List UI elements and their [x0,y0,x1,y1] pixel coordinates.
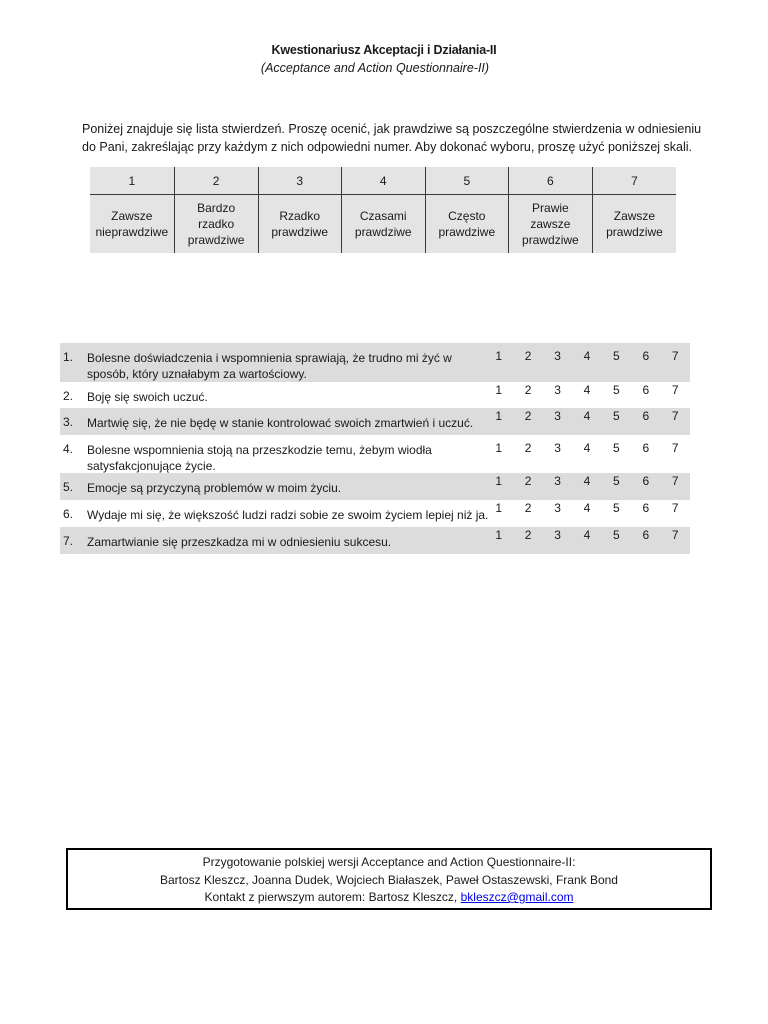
scale-label-line: prawdziwe [438,225,496,239]
answer-option[interactable]: 5 [613,409,620,423]
question-number: 1. [63,350,74,364]
answer-option[interactable]: 4 [583,441,591,455]
question-text-line: Martwię się, że nie będę w stanie kontrolować swoich zmartwień i uczuć. [87,416,474,430]
scale-number: 1 [90,167,174,195]
answer-option[interactable]: 4 [583,383,591,397]
scale-label-line: prawdziwe [522,233,579,247]
answer-option[interactable]: 6 [642,349,650,363]
answer-option[interactable]: 4 [583,501,591,515]
answer-option[interactable]: 3 [554,349,561,363]
answer-option[interactable]: 1 [495,528,503,542]
credits-box [66,848,712,910]
answer-option[interactable]: 5 [613,383,620,397]
question-text-line: Bolesne wspomnienia stoją na przeszkodzie temu, żebym wiodła [87,443,432,457]
answer-options [484,349,690,363]
answer-option[interactable]: 6 [642,474,650,488]
questionnaire-items [60,343,690,554]
answer-option[interactable]: 5 [613,349,620,363]
answer-option[interactable]: 4 [583,409,591,423]
answer-option[interactable]: 3 [554,383,561,397]
answer-option[interactable]: 6 [642,528,650,542]
answer-option[interactable]: 7 [671,383,679,397]
answer-option[interactable]: 1 [495,441,503,455]
scale-label-line: Zawsze [613,209,656,223]
answer-option[interactable]: 5 [613,501,620,515]
scale-label-line: Często [448,209,486,223]
contact-label: Kontakt z pierwszym autorem: Bartosz Kleszcz, [204,890,461,904]
scale-label-line: Zawsze [111,209,153,223]
scale-label-line: prawdziwe [271,225,329,239]
answer-option[interactable]: 6 [642,441,650,455]
answer-options [484,528,690,542]
scale-number: 6 [508,167,592,195]
question-row [60,527,690,554]
question-text [87,480,487,496]
answer-option[interactable]: 1 [495,501,503,515]
credits-authors: Bartosz Kleszcz, Joanna Dudek, Wojciech Białaszek, Paweł Ostaszewski, Frank Bond [160,872,618,887]
scale-label-line: Rzadko [279,209,321,223]
scale-numbers-row [90,167,676,195]
question-text [87,507,507,523]
scale-label-6 [508,195,592,254]
question-number: 4. [63,442,74,456]
question-text-line: Zamartwianie się przeszkadza mi w odniesieniu sukcesu. [87,535,392,549]
answer-option[interactable]: 1 [495,349,503,363]
scale-label-2 [174,195,258,254]
question-text-line: Wydaje mi się, że większość ludzi radzi sobie ze swoim życiem lepiej niż ja. [87,508,489,522]
scale-label-line: Bardzo [197,201,236,215]
answer-option[interactable]: 7 [671,528,679,542]
question-row [60,408,690,435]
answer-option[interactable]: 2 [524,528,532,542]
question-text-line: Emocje są przyczyną problemów w moim życiu. [87,481,342,495]
question-text [87,389,487,405]
scale-number: 4 [341,167,425,195]
scale-number: 7 [592,167,676,195]
answer-option[interactable]: 4 [583,528,591,542]
scale-label-4 [341,195,425,254]
answer-option[interactable]: 6 [642,383,650,397]
scale-label-line: prawdziwe [187,233,245,247]
answer-option[interactable]: 7 [671,474,679,488]
questionnaire-subtitle: (Acceptance and Action Questionnaire-II) [260,61,490,75]
answer-option[interactable]: 2 [524,474,532,488]
answer-options [484,501,690,515]
answer-option[interactable]: 4 [583,474,591,488]
scale-label-3 [258,195,341,254]
question-text-line: Bolesne doświadczenia i wspomnienia sprawiają, że trudno mi żyć w [87,351,452,365]
answer-option[interactable]: 2 [524,349,532,363]
question-number: 7. [63,534,74,548]
answer-option[interactable]: 7 [671,501,679,515]
question-row [60,473,690,500]
scale-label-line: prawdziwe [354,225,412,239]
question-text [87,350,487,382]
question-text [87,534,487,550]
question-number: 2. [63,389,74,403]
answer-option[interactable]: 2 [524,501,532,515]
question-number: 6. [63,507,74,521]
answer-option[interactable]: 2 [524,383,532,397]
answer-option[interactable]: 3 [554,474,561,488]
scale-label-line: nieprawdziwe [95,225,169,239]
contact-email-link[interactable]: bkleszcz@gmail.com [460,890,574,904]
question-text-line: Boję się swoich uczuć. [87,390,208,404]
answer-option[interactable]: 2 [524,441,532,455]
answer-option[interactable]: 1 [495,474,503,488]
scale-number: 3 [258,167,341,195]
answer-option[interactable]: 2 [524,409,532,423]
answer-option[interactable]: 6 [642,409,650,423]
answer-option[interactable]: 7 [671,441,679,455]
answer-option[interactable]: 3 [554,528,561,542]
answer-option[interactable]: 6 [642,501,650,515]
answer-option[interactable]: 3 [554,441,561,455]
credits-contact [68,889,710,907]
credits-line: Przygotowanie polskiej wersji Acceptance and Action Questionnaire-II: [202,855,576,869]
answer-option[interactable]: 5 [613,441,620,455]
rating-scale-table [90,167,676,253]
question-number: 3. [63,415,74,429]
answer-options [484,409,690,423]
question-row [60,343,690,382]
scale-label-line: rzadko [198,217,235,231]
scale-label-line: Prawie [532,201,569,215]
question-row [60,382,690,408]
answer-option[interactable]: 3 [554,409,561,423]
answer-option[interactable]: 7 [671,409,679,423]
answer-option[interactable]: 1 [495,409,503,423]
scale-labels-row [90,195,676,254]
scale-number: 5 [425,167,508,195]
answer-options [484,474,690,488]
question-text [87,415,507,431]
scale-label-1 [90,195,174,254]
questionnaire-title: Kwestionariusz Akceptacji i Działania-II [271,43,497,57]
scale-label-7 [592,195,676,254]
answer-option[interactable]: 3 [554,501,561,515]
scale-label-line: zawsze [530,217,571,231]
scale-number: 2 [174,167,258,195]
scale-label-line: Czasami [359,209,407,223]
answer-option[interactable]: 4 [583,349,591,363]
answer-options [484,441,690,455]
question-text-line: sposób, który uznałabym za wartościowy. [87,367,307,381]
question-text-line: satysfakcjonujące życie. [87,459,216,473]
question-text [87,442,487,474]
answer-options [484,383,690,397]
instructions-paragraph: Poniżej znajduje się lista stwierdzeń. Proszę ocenić, jak prawdziwe są poszczególne stwierdzenia w odniesieniu do Pani, zakreślając przy każdym z nich odpowiedni numer. Aby dokonać wyboru, proszę użyć poniższej skali. [82,122,702,154]
scale-label-line: prawdziwe [606,225,663,239]
question-number: 5. [63,480,74,494]
scale-label-5 [425,195,508,254]
answer-option[interactable]: 7 [671,349,679,363]
question-row [60,500,690,527]
answer-option[interactable]: 5 [613,474,620,488]
answer-option[interactable]: 5 [613,528,620,542]
question-row [60,435,690,473]
answer-option[interactable]: 1 [495,383,503,397]
